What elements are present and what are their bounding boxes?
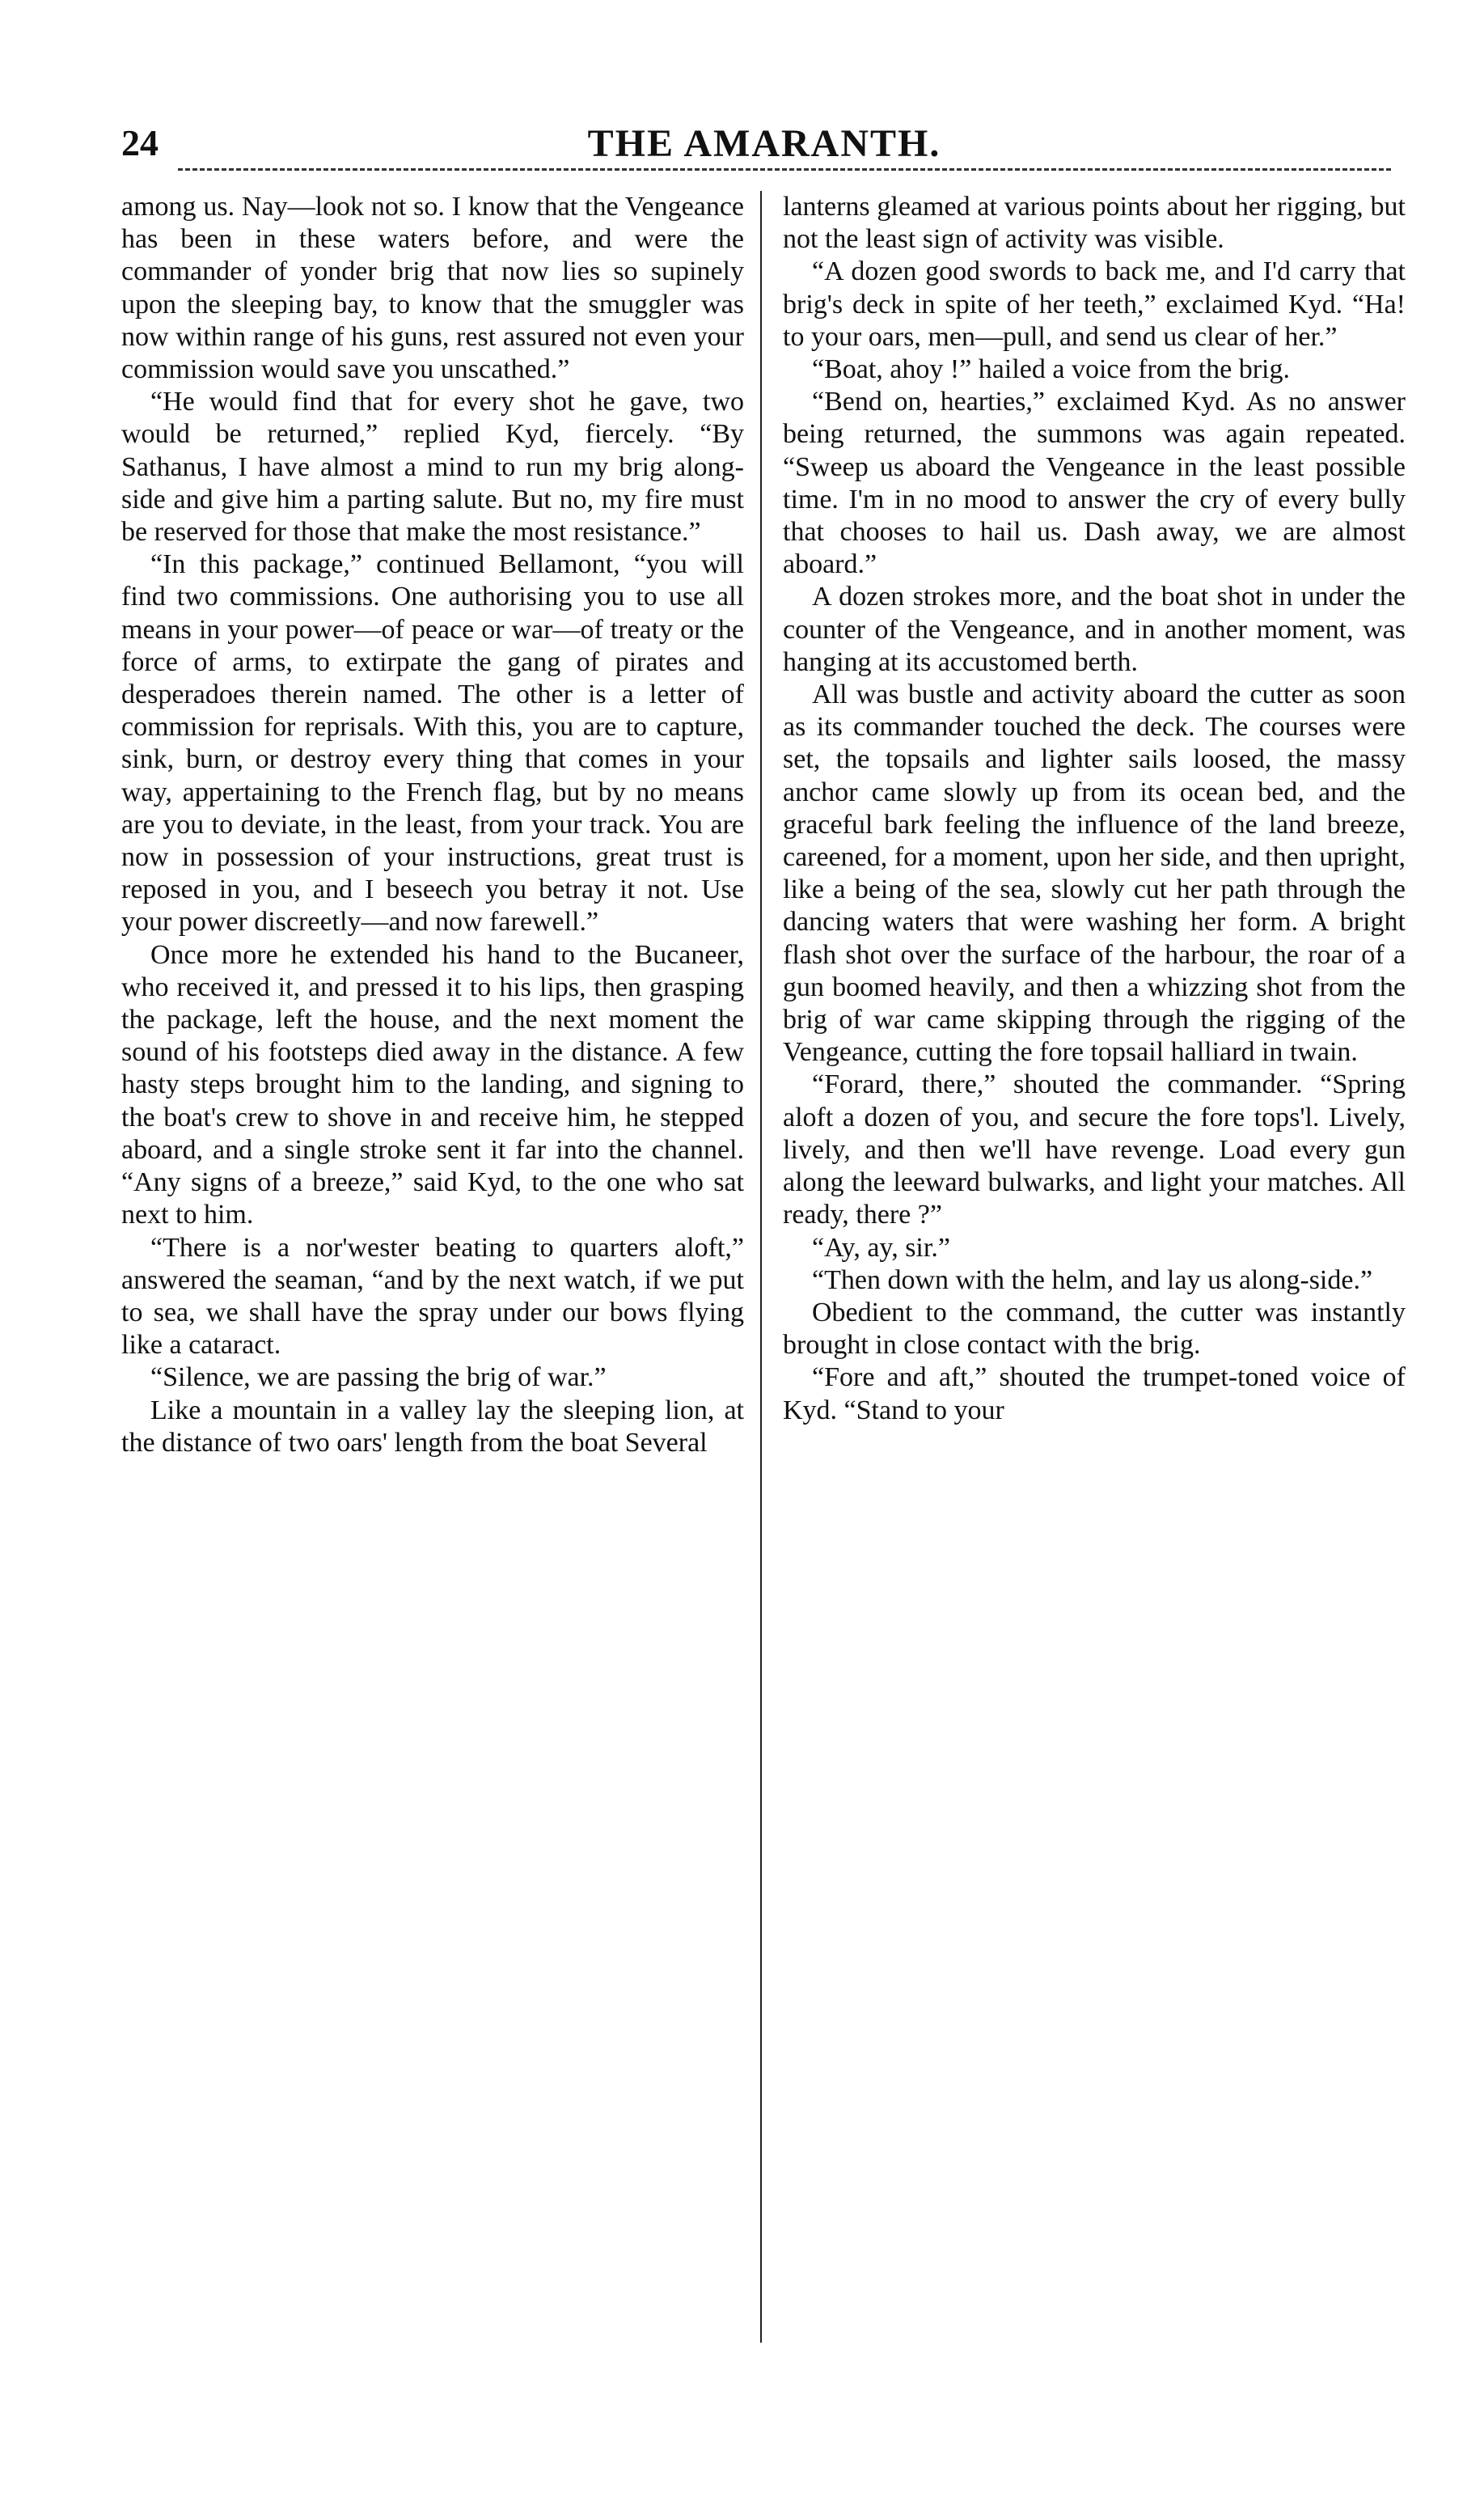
paragraph: “Then down with the helm, and lay us along-side.” — [812, 1264, 1373, 1295]
paragraph: “A dozen good swords to back me, and I'd carry that brig's deck in spite of her teeth,” exclaimed Kyd. “Ha! to your oars, men—pull, and send us clear of her.” — [783, 256, 1406, 352]
header-rule — [178, 168, 1391, 171]
paragraph: “In this package,” continued Bellamont, “you will find two commissions. One authorising you to use all means in your power—of peace or war—of treaty or the force of arms, to extirpate the gang of pirates and desperadoes therein named. The other is a letter of commission for reprisals. With this, you are to capture, sink, burn, or destroy every thing that comes in your way, appertaining to the French flag, but by no means are you to deviate, in the least, from your track. You are now in possession of your instructions, great trust is reposed in you, and I beseech you betray it not. Use your power discreetly—and now farewell.” — [121, 549, 744, 938]
paragraph: Once more he extended his hand to the Bucaneer, who received it, and pressed it to his lips, then grasping the package, left the house, and the next moment the sound of his footsteps died away in the distance. A few hasty steps brought him to the landing, and signing to the boat's crew to shove in and receive him, he stepped aboard, and a single stroke sent it far into the channel. “Any signs of a breeze,” said Kyd, to the one who sat next to him. — [121, 939, 744, 1230]
paragraph: Obedient to the command, the cutter was instantly brought in close contact with the brig. — [783, 1297, 1406, 1361]
paragraph: “Silence, we are passing the brig of war.” — [150, 1362, 607, 1393]
paragraph: “Fore and aft,” shouted the trumpet-toned voice of Kyd. “Stand to your — [783, 1362, 1406, 1425]
paragraph: A dozen strokes more, and the boat shot in under the counter of the Vengeance, and in another moment, was hanging at its accustomed berth. — [783, 582, 1406, 677]
column-divider — [760, 191, 762, 2343]
paragraph: “Bend on, hearties,” exclaimed Kyd. As no answer being returned, the summons was again repeated. “Sweep us aboard the Vengeance in the least possible time. I'm in no mood to answer the cry of every bully that chooses to hail us. Dash away, we are almost aboard.” — [783, 387, 1406, 580]
paragraph: “Ay, ay, sir.” — [812, 1232, 950, 1263]
paragraph: among us. Nay—look not so. I know that the Vengeance has been in these waters before, and were the commander of yonder brig that now lies so supinely upon the sleeping bay, to know that the smuggler was now within range of his guns, rest assured not even your commission would save you unscathed.” — [121, 192, 744, 385]
paragraph: Like a mountain in a valley lay the sleeping lion, at the distance of two oars' length from the boat Several — [121, 1395, 744, 1458]
paragraph: All was bustle and activity aboard the cutter as soon as its commander touched the deck. The courses were set, the topsails and lighter sails loosed, the massy anchor came slowly up from its ocean bed, and the graceful bark feeling the influence of the land breeze, careened, for a moment, upon her side, and then upright, like a being of the sea, slowly cut her path through the dancing waters that were washing her form. A bright flash shot over the surface of the harbour, the roar of a gun boomed heavily, and then a whizzing shot from the brig of war came skipping through the rigging of the Vengeance, cutting the fore topsail halliard in twain. — [783, 680, 1406, 1068]
page-number: 24 — [121, 122, 159, 163]
paragraph: “There is a nor'wester beating to quarters aloft,” answered the seaman, “and by the next watch, if we put to sea, we shall have the spray under our bows flying like a cataract. — [121, 1232, 744, 1361]
paragraph: “Boat, ahoy !” hailed a voice from the brig. — [812, 354, 1290, 385]
page-header — [121, 121, 1407, 170]
left-column — [121, 191, 744, 1459]
running-title: THE AMARANTH. — [587, 122, 941, 165]
right-column — [783, 191, 1406, 1427]
paragraph: “Forard, there,” shouted the commander. “Spring aloft a dozen of you, and secure the fore tops'l. Lively, lively, and then we'll have revenge. Load every gun along the leeward bulwarks, and light your matches. All ready, there ?” — [783, 1069, 1406, 1230]
paragraph: lanterns gleamed at various points about her rigging, but not the least sign of activity was visible. — [783, 192, 1406, 255]
paragraph: “He would find that for every shot he gave, two would be returned,” replied Kyd, fiercely. “By Sathanus, I have almost a mind to run my brig along-side and give him a parting salute. But no, my fire must be reserved for those that make the most resistance.” — [121, 387, 744, 548]
